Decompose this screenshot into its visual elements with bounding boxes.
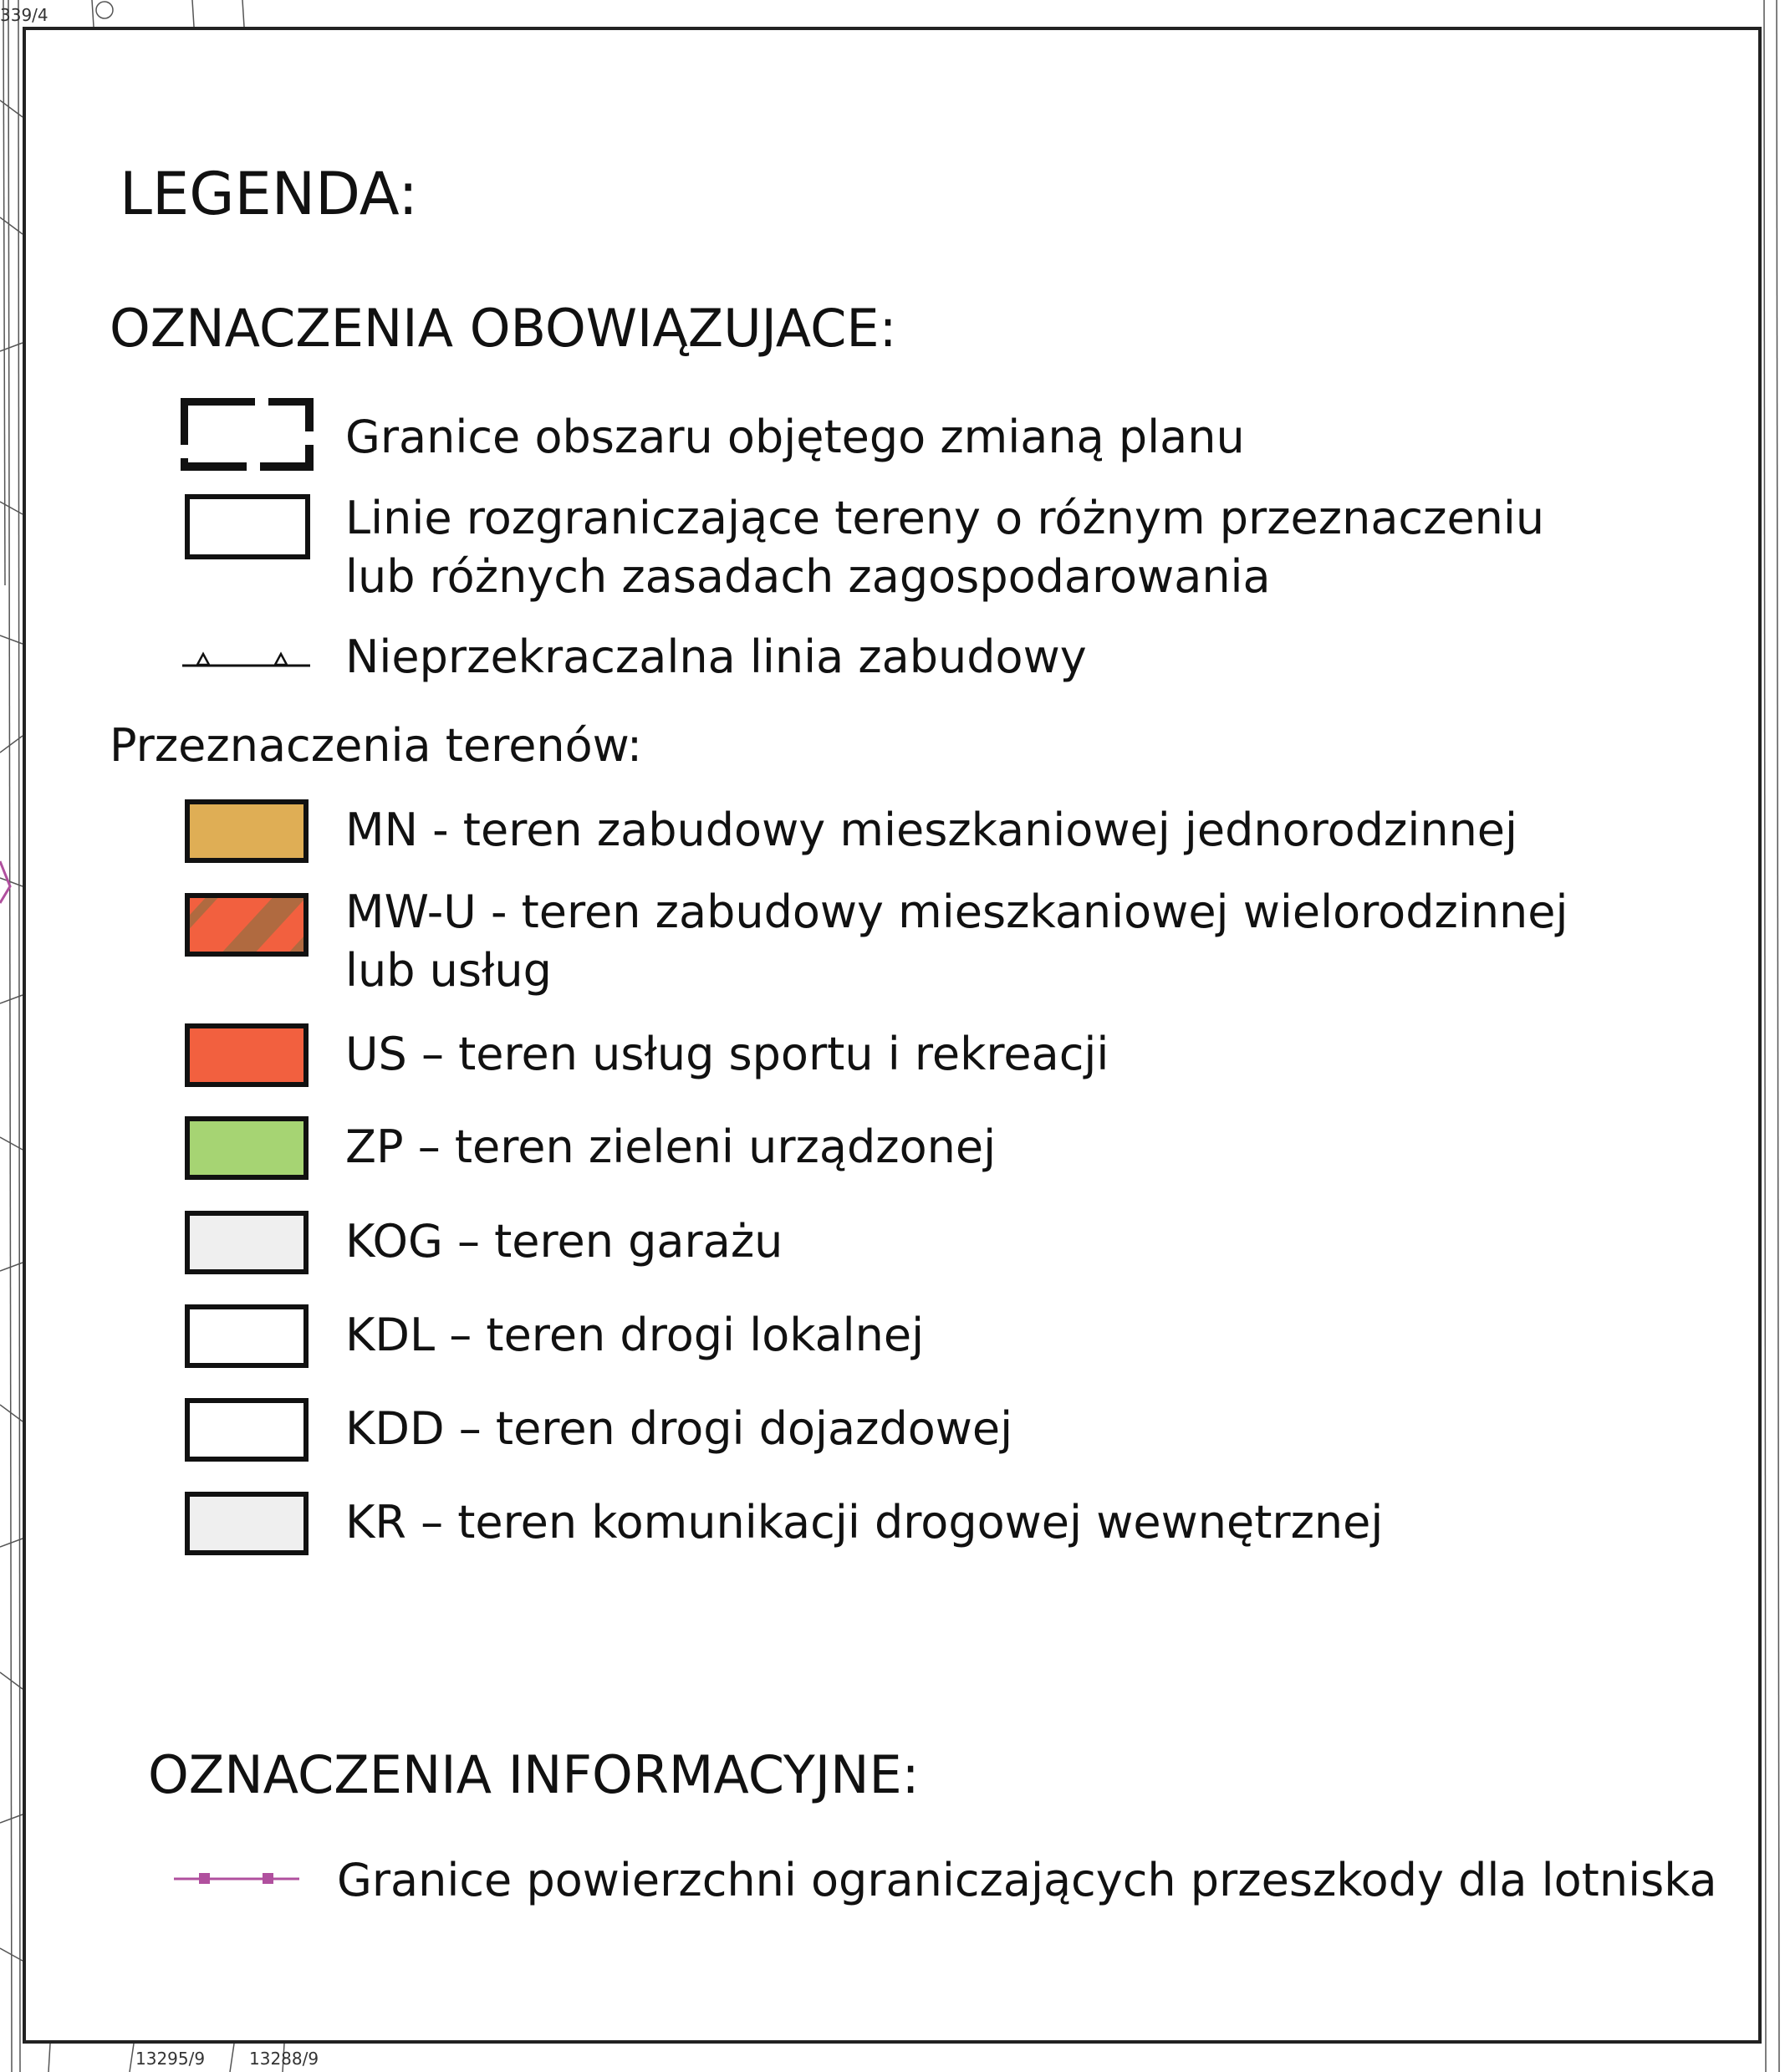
legend-item-label: Granice obszaru objętego zmianą planu bbox=[345, 411, 1245, 463]
kdd-swatch-icon bbox=[185, 1398, 309, 1462]
dashed-boundary-icon bbox=[181, 398, 314, 473]
legend-item-label: KOG – teren garażu bbox=[345, 1215, 783, 1268]
binding-section-heading: OZNACZENIA OBOWIĄZUJACE: bbox=[110, 298, 897, 359]
legend-item-label: MW-U - teren zabudowy mieszkaniowej wielorodzinnej bbox=[345, 885, 1568, 938]
mn-swatch-icon bbox=[185, 799, 309, 863]
building-line-icon bbox=[181, 640, 314, 674]
mw-u-hatched-swatch-icon bbox=[185, 893, 309, 957]
informational-section-heading: OZNACZENIA INFORMACYJNE: bbox=[148, 1744, 920, 1805]
outline-rectangle-icon bbox=[185, 494, 310, 559]
map-parcel-number: 13288/9 bbox=[249, 2049, 319, 2069]
legend-item-label: lub różnych zasadach zagospodarowania bbox=[345, 550, 1271, 603]
legend-item-label: Linie rozgraniczające tereny o różnym przeznaczeniu bbox=[345, 492, 1545, 544]
zp-swatch-icon bbox=[185, 1116, 309, 1180]
map-parcel-number: 339/4 bbox=[0, 5, 48, 25]
legend-item-label: ZP – teren zieleni urządzonej bbox=[345, 1120, 997, 1173]
legend-item-label: Nieprzekraczalna linia zabudowy bbox=[345, 630, 1087, 683]
legend-item-label: KDL – teren drogi lokalnej bbox=[345, 1309, 925, 1361]
airport-obstacle-line-icon bbox=[172, 1866, 306, 1891]
kr-swatch-icon bbox=[185, 1492, 309, 1555]
legend-item-label: MN - teren zabudowy mieszkaniowej jednorodzinnej bbox=[345, 804, 1518, 856]
legend-item-label: Granice powierzchni ograniczających przeszkody dla lotniska bbox=[337, 1854, 1717, 1906]
kog-swatch-icon bbox=[185, 1211, 309, 1274]
legend-item-label: KR – teren komunikacji drogowej wewnętrznej bbox=[345, 1496, 1384, 1549]
legend-item-label: lub usług bbox=[345, 944, 552, 997]
legend-item-label: KDD – teren drogi dojazdowej bbox=[345, 1402, 1013, 1455]
legend-title: LEGENDA: bbox=[120, 160, 418, 228]
us-swatch-icon bbox=[185, 1023, 309, 1087]
legend-item-label: US – teren usług sportu i rekreacji bbox=[345, 1028, 1109, 1080]
kdl-swatch-icon bbox=[185, 1304, 309, 1368]
map-parcel-number: 13295/9 bbox=[135, 2049, 206, 2069]
land-use-heading: Przeznaczenia terenów: bbox=[110, 719, 643, 772]
legend-panel bbox=[23, 27, 1762, 2044]
